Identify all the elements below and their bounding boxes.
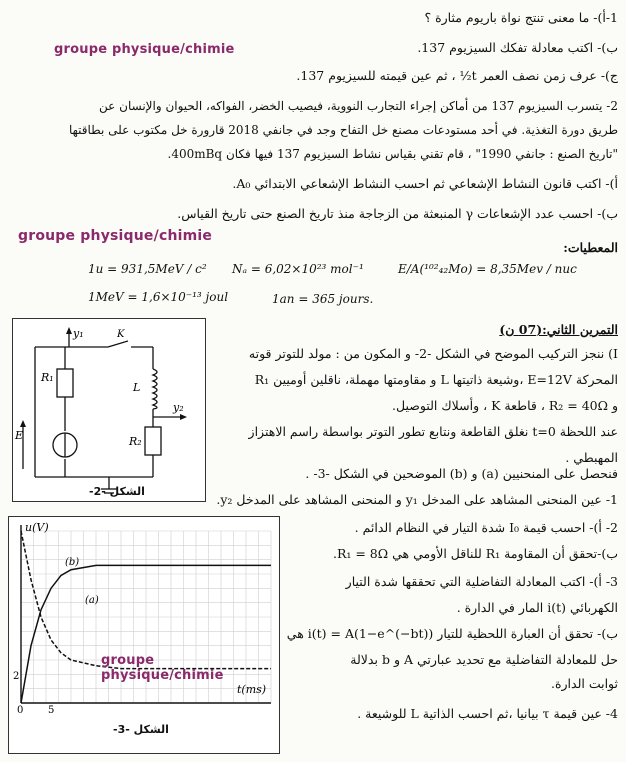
label-r2: R₂: [129, 435, 142, 448]
question-1c: ج)- عرف زمن نصف العمر t½ ، ثم عين قيمته للسيزيوم 137.: [296, 68, 618, 83]
coil-inductor: [153, 369, 157, 409]
given-mev-joule: 1MeV = 1,6×10⁻¹³ joul: [88, 290, 229, 304]
circuit-diagram: [13, 319, 205, 501]
given-avogadro: Nₐ = 6,02×10²³ mol⁻¹: [232, 262, 364, 276]
curve-b-label: (b): [65, 557, 80, 568]
exercise-2-q4: 4- عين قيمة τ بيانيا ،ثم احسب الذاتية L للوشيعة .: [357, 706, 618, 721]
label-y1: y₁: [73, 327, 84, 340]
resistor-r2: [145, 427, 161, 455]
question-2a: أ)- اكتب قانون النشاط الإشعاعي ثم احسب النشاط الإشعاعي الابتدائي A₀.: [232, 176, 618, 191]
given-year-days: 1an = 365 jours.: [272, 292, 374, 306]
exercise-2-line6: فنحصل على المنحنيين (a) و (b) الموضحين في الشكل -3- .: [305, 466, 618, 481]
givens-title: المعطيات:: [563, 240, 618, 255]
watermark-middle: groupe physique/chimie: [18, 228, 213, 244]
exercise-2-line2: المحركة E=12V ،وشيعة ذاتيتها L و مقاومتها مهملة، ناقلين أوميين R₁: [254, 372, 618, 387]
question-2-line1: 2- يتسرب السيزيوم 137 من أماكن إجراء التجارب النووية، فيصيب الخضر، الفواكه، الحيوان والإنسان عن: [99, 99, 618, 113]
exercise-2-line3: و R₂ = 40Ω ، قاطعة K ، وأسلاك التوصيل.: [392, 398, 618, 413]
exercise-2-line4: عند اللحظة t=0 نغلق القاطعة ونتابع تطور التوتر بواسطة راسم الاهتزاز: [248, 424, 618, 439]
oscilloscope-chart: [9, 517, 279, 753]
exercise-2-q3a-line1: 3- أ)- اكتب المعادلة التفاضلية التي تحققها شدة التيار: [345, 574, 618, 589]
exercise-2-q2a: 2- أ)- احسب قيمة I₀ شدة التيار في النظام الدائم .: [354, 520, 618, 535]
figure-2-caption: الشكل -2-: [89, 485, 145, 498]
figure-3-caption: الشكل -3-: [113, 723, 169, 736]
watermark-top: groupe physique/chimie: [54, 42, 235, 57]
exercise-2-title: التمرين الثاني:(07 ن): [499, 322, 618, 337]
x-tick-label-0: 0: [17, 705, 24, 716]
y-axis-label: u(V): [25, 521, 49, 534]
question-2-line3: "تاريخ الصنع : جانفي 1990" ، قام تقني بقياس نشاط السيزيوم 137 فيها فكان 400mBq.: [167, 147, 618, 161]
exercise-2-q1: 1- عين المنحنى المشاهد على المدخل y₁ و المنحنى المشاهد على المدخل y₂.: [216, 492, 618, 507]
exercise-2-q3a-line2: الكهربائي i(t) المار في الدارة .: [456, 600, 618, 615]
label-e: E: [15, 429, 24, 442]
label-r1: R₁: [41, 371, 54, 384]
question-2b: ب)- احسب عدد الإشعاعات γ المنبعثة من الزجاجة منذ تاريخ الصنع حتى تاريخ القياس.: [177, 206, 618, 221]
y-tick-label-2: 2: [13, 671, 20, 682]
figure-2-circuit: [12, 318, 206, 502]
exercise-2-q3b-line1: ب)- تحقق أن العبارة اللحظية للتيار i(t) = A(1−e^(−bt)) هي: [286, 626, 618, 641]
curve-a-label: (a): [85, 595, 99, 606]
question-1a: 1-أ)- ما معنى تنتج نواة باريوم مثارة ؟: [424, 10, 618, 25]
exercise-2-q3b-line2: حل للمعادلة التفاضلية مع تحديد عبارتي A و b بدلالة: [350, 652, 618, 667]
watermark-chart: groupe physique/chimie: [101, 653, 224, 683]
resistor-r1: [57, 369, 73, 397]
label-k: K: [117, 329, 125, 340]
exercise-2-q3b-line3: ثوابت الدارة.: [550, 676, 618, 691]
given-binding-energy: E/A(¹⁰²₄₂Mo) = 8,35Mev / nuc: [398, 262, 577, 276]
exercise-2-q2b: ب)-تحقق أن المقاومة R₁ للناقل الأومي هي R₁ = 8Ω.: [332, 546, 618, 561]
question-1b: ب)- اكتب معادلة تفكك السيزيوم 137.: [417, 40, 618, 55]
label-y2: y₂: [173, 401, 184, 414]
exercise-2-line1: I) ننجز التركيب الموضح في الشكل -2- و المكون من : مولد للتوتر قوته: [248, 346, 618, 361]
label-l: L: [133, 381, 141, 394]
given-atomic-mass-unit: 1u = 931,5MeV / c²: [88, 262, 207, 276]
question-2-line2: طريق دورة التغذية. في أحد مستودعات مصنع خل التفاح وجد في جانفي 2018 قارورة خل مكتوب على بطاقتها: [68, 123, 618, 137]
x-tick-label-5: 5: [48, 705, 55, 716]
figure-3-chart: [8, 516, 280, 754]
x-axis-label: t(ms): [237, 683, 267, 696]
exercise-2-line5: المهبطي .: [565, 450, 618, 465]
